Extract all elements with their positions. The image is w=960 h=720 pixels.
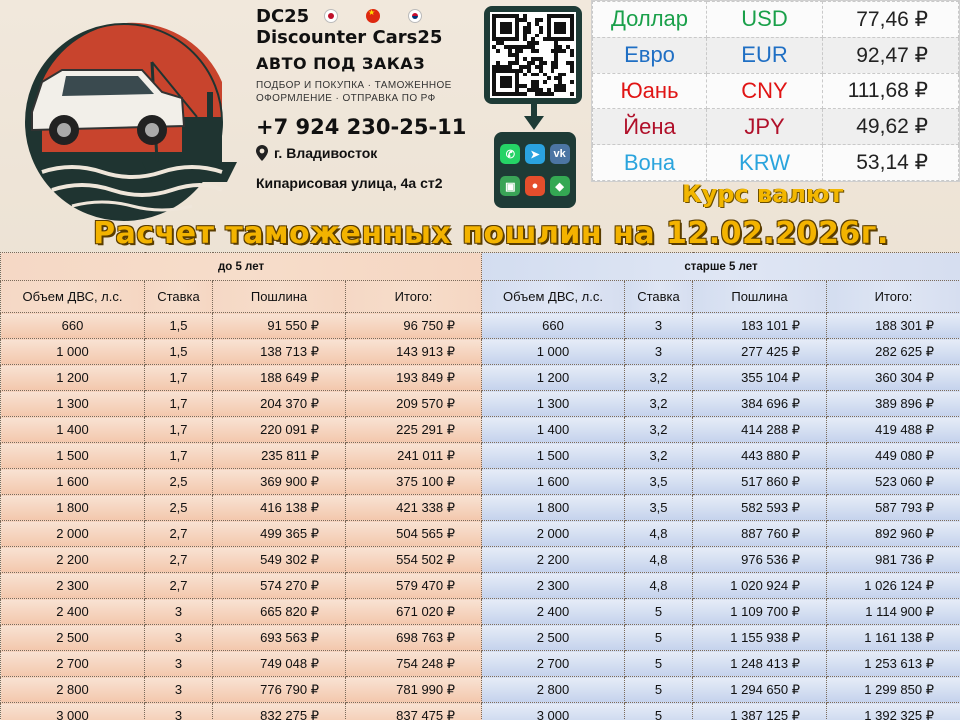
total-cell: 579 470 ₽	[346, 573, 482, 599]
total-cell: 587 793 ₽	[827, 495, 960, 521]
currency-value: 77,46 ₽	[823, 2, 959, 38]
table-row	[1, 365, 482, 391]
tagline: АВТО ПОД ЗАКАЗ	[256, 54, 426, 73]
telegram-icon[interactable]: ➤	[525, 144, 545, 164]
rate-cell: 5	[625, 651, 693, 677]
col-header-rate: Ставка	[625, 281, 693, 313]
engine-volume-cell: 1 200	[1, 365, 145, 391]
currency-value: 49,62 ₽	[823, 109, 959, 145]
currency-rates-title: Курс валют	[682, 180, 844, 208]
total-cell: 554 502 ₽	[346, 547, 482, 573]
total-cell: 892 960 ₽	[827, 521, 960, 547]
rate-cell: 3	[145, 651, 213, 677]
col-header-total: Итого:	[827, 281, 960, 313]
engine-volume-cell: 660	[1, 313, 145, 339]
duty-cell: 665 820 ₽	[213, 599, 346, 625]
rate-cell: 4,8	[625, 547, 693, 573]
duty-cell: 183 101 ₽	[693, 313, 827, 339]
currency-row	[593, 73, 959, 109]
table-row	[482, 703, 960, 720]
rate-cell: 5	[625, 599, 693, 625]
engine-volume-cell: 2 800	[1, 677, 145, 703]
total-cell: 419 488 ₽	[827, 417, 960, 443]
engine-volume-cell: 1 300	[1, 391, 145, 417]
arrow-down-icon	[524, 104, 544, 130]
rate-cell: 3,2	[625, 417, 693, 443]
car-ship-logo-icon	[22, 22, 254, 222]
table-row	[482, 469, 960, 495]
table-row	[482, 313, 960, 339]
total-cell: 375 100 ₽	[346, 469, 482, 495]
total-cell: 188 301 ₽	[827, 313, 960, 339]
rate-cell: 3,2	[625, 391, 693, 417]
duty-cell: 549 302 ₽	[213, 547, 346, 573]
engine-volume-cell: 2 700	[482, 651, 625, 677]
rate-cell: 2,7	[145, 573, 213, 599]
table-row	[482, 495, 960, 521]
engine-volume-cell: 1 000	[1, 339, 145, 365]
engine-volume-cell: 1 500	[482, 443, 625, 469]
duty-cell: 1 109 700 ₽	[693, 599, 827, 625]
currency-value: 92,47 ₽	[823, 37, 959, 73]
engine-volume-cell: 3 000	[1, 703, 145, 720]
brand-name: Discounter Cars25	[256, 27, 443, 48]
rate-cell: 3	[625, 313, 693, 339]
duty-cell: 1 020 924 ₽	[693, 573, 827, 599]
total-cell: 282 625 ₽	[827, 339, 960, 365]
address: Кипарисовая улица, 4а ст2	[256, 175, 443, 191]
qr-code-icon[interactable]	[490, 12, 576, 98]
currency-name: Юань	[593, 73, 707, 109]
table-row	[1, 703, 482, 720]
city-label: г. Владивосток	[274, 145, 378, 161]
duty-cell: 188 649 ₽	[213, 365, 346, 391]
engine-volume-cell: 2 500	[482, 625, 625, 651]
rate-cell: 5	[625, 703, 693, 720]
engine-volume-cell: 2 000	[482, 521, 625, 547]
currency-code: USD	[707, 2, 823, 38]
rate-cell: 3	[145, 599, 213, 625]
japan-flag-icon	[324, 9, 338, 23]
total-cell: 1 299 850 ₽	[827, 677, 960, 703]
duty-cell: 138 713 ₽	[213, 339, 346, 365]
whatsapp-icon[interactable]: ✆	[500, 144, 520, 164]
duty-cell: 369 900 ₽	[213, 469, 346, 495]
duty-cell: 976 536 ₽	[693, 547, 827, 573]
table-row	[482, 391, 960, 417]
total-cell: 209 570 ₽	[346, 391, 482, 417]
engine-volume-cell: 1 400	[482, 417, 625, 443]
rate-cell: 2,5	[145, 469, 213, 495]
table-row	[482, 573, 960, 599]
engine-volume-cell: 2 400	[482, 599, 625, 625]
total-cell: 1 161 138 ₽	[827, 625, 960, 651]
total-cell: 504 565 ₽	[346, 521, 482, 547]
header	[0, 0, 960, 250]
table-row	[482, 625, 960, 651]
table-row	[482, 521, 960, 547]
col-header-volume: Объем ДВС, л.с.	[482, 281, 625, 313]
currency-row	[593, 37, 959, 73]
rate-cell: 1,7	[145, 365, 213, 391]
total-cell: 389 896 ₽	[827, 391, 960, 417]
table-row	[1, 625, 482, 651]
engine-volume-cell: 2 700	[1, 651, 145, 677]
services-text	[256, 79, 486, 105]
table-row	[1, 651, 482, 677]
currency-name: Евро	[593, 37, 707, 73]
company-logo	[22, 22, 254, 222]
rate-cell: 5	[625, 677, 693, 703]
currency-code: EUR	[707, 37, 823, 73]
duty-cell: 235 811 ₽	[213, 443, 346, 469]
total-cell: 698 763 ₽	[346, 625, 482, 651]
city-row	[256, 145, 486, 161]
table-row	[1, 599, 482, 625]
total-cell: 981 736 ₽	[827, 547, 960, 573]
google-maps-icon[interactable]: ◆	[550, 176, 570, 196]
group-header-over-5: старше 5 лет	[482, 253, 960, 281]
total-cell: 225 291 ₽	[346, 417, 482, 443]
rate-cell: 3,2	[625, 443, 693, 469]
brand-block	[256, 6, 486, 191]
duty-cell: 749 048 ₽	[213, 651, 346, 677]
total-cell: 1 253 613 ₽	[827, 651, 960, 677]
currency-name: Вона	[593, 145, 707, 181]
engine-volume-cell: 2 300	[482, 573, 625, 599]
rate-cell: 2,7	[145, 547, 213, 573]
duty-cell: 1 387 125 ₽	[693, 703, 827, 720]
duty-cell: 204 370 ₽	[213, 391, 346, 417]
rate-cell: 1,7	[145, 391, 213, 417]
engine-volume-cell: 1 600	[1, 469, 145, 495]
total-cell: 754 248 ₽	[346, 651, 482, 677]
duty-cell: 277 425 ₽	[693, 339, 827, 365]
engine-volume-cell: 3 000	[482, 703, 625, 720]
currency-rates-table	[591, 0, 960, 182]
total-cell: 837 475 ₽	[346, 703, 482, 720]
total-cell: 1 392 325 ₽	[827, 703, 960, 720]
rate-cell: 1,5	[145, 313, 213, 339]
duty-cell: 1 294 650 ₽	[693, 677, 827, 703]
rate-cell: 5	[625, 625, 693, 651]
duty-cell: 220 091 ₽	[213, 417, 346, 443]
currency-row	[593, 109, 959, 145]
col-header-duty: Пошлина	[693, 281, 827, 313]
rate-cell: 1,7	[145, 417, 213, 443]
duty-cell: 414 288 ₽	[693, 417, 827, 443]
engine-volume-cell: 1 200	[482, 365, 625, 391]
table-row	[482, 547, 960, 573]
china-flag-icon	[366, 9, 380, 23]
col-header-duty: Пошлина	[213, 281, 346, 313]
table-row	[1, 339, 482, 365]
col-header-volume: Объем ДВС, л.с.	[1, 281, 145, 313]
services-line-2: ОФОРМЛЕНИЕ · ОТПРАВКА ПО РФ	[256, 93, 436, 104]
table-row	[482, 339, 960, 365]
table-row	[482, 651, 960, 677]
currency-code: CNY	[707, 73, 823, 109]
table-row	[1, 521, 482, 547]
table-row	[1, 495, 482, 521]
rate-cell: 3,5	[625, 469, 693, 495]
total-cell: 1 114 900 ₽	[827, 599, 960, 625]
duty-cell: 517 860 ₽	[693, 469, 827, 495]
currency-code: KRW	[707, 145, 823, 181]
pin-map-icon[interactable]: ●	[525, 176, 545, 196]
table-row	[1, 677, 482, 703]
rate-cell: 3	[145, 677, 213, 703]
currency-code: JPY	[707, 109, 823, 145]
table-row	[1, 313, 482, 339]
total-cell: 523 060 ₽	[827, 469, 960, 495]
engine-volume-cell: 2 200	[482, 547, 625, 573]
duty-cell: 574 270 ₽	[213, 573, 346, 599]
engine-volume-cell: 1 800	[482, 495, 625, 521]
rate-cell: 2,5	[145, 495, 213, 521]
engine-volume-cell: 1 400	[1, 417, 145, 443]
currency-value: 53,14 ₽	[823, 145, 959, 181]
group-header-under-5: до 5 лет	[1, 253, 482, 281]
engine-volume-cell: 660	[482, 313, 625, 339]
qr-code-panel[interactable]	[484, 6, 582, 104]
korea-flag-icon	[408, 9, 422, 23]
duty-cell: 443 880 ₽	[693, 443, 827, 469]
col-header-rate: Ставка	[145, 281, 213, 313]
rate-cell: 2,7	[145, 521, 213, 547]
engine-volume-cell: 1 800	[1, 495, 145, 521]
rate-cell: 1,5	[145, 339, 213, 365]
rate-cell: 3,2	[625, 365, 693, 391]
rate-cell: 3	[625, 339, 693, 365]
table-row	[482, 443, 960, 469]
vk-icon[interactable]: vk	[550, 144, 570, 164]
duty-cell: 582 593 ₽	[693, 495, 827, 521]
currency-row	[593, 145, 959, 181]
engine-volume-cell: 2 200	[1, 547, 145, 573]
duty-cell: 1 155 938 ₽	[693, 625, 827, 651]
duty-cell: 355 104 ₽	[693, 365, 827, 391]
duty-cell: 1 248 413 ₽	[693, 651, 827, 677]
country-flags	[324, 9, 422, 23]
duty-cell: 832 275 ₽	[213, 703, 346, 720]
duty-cell: 887 760 ₽	[693, 521, 827, 547]
brand-short: DC25	[256, 6, 310, 27]
yandex-maps-icon[interactable]: ▣	[500, 176, 520, 196]
duty-cell: 499 365 ₽	[213, 521, 346, 547]
total-cell: 360 304 ₽	[827, 365, 960, 391]
table-row	[1, 469, 482, 495]
rate-cell: 3	[145, 625, 213, 651]
total-cell: 449 080 ₽	[827, 443, 960, 469]
table-row	[482, 417, 960, 443]
duty-cell: 776 790 ₽	[213, 677, 346, 703]
rate-cell: 4,8	[625, 521, 693, 547]
currency-row	[593, 2, 959, 38]
rate-cell: 3	[145, 703, 213, 720]
rate-cell: 1,7	[145, 443, 213, 469]
engine-volume-cell: 2 000	[1, 521, 145, 547]
total-cell: 193 849 ₽	[346, 365, 482, 391]
currency-name: Доллар	[593, 2, 707, 38]
phone-number[interactable]: +7 924 230-25-11	[256, 115, 467, 139]
total-cell: 421 338 ₽	[346, 495, 482, 521]
engine-volume-cell: 1 600	[482, 469, 625, 495]
total-cell: 671 020 ₽	[346, 599, 482, 625]
duty-cell: 384 696 ₽	[693, 391, 827, 417]
engine-volume-cell: 1 000	[482, 339, 625, 365]
table-row	[482, 599, 960, 625]
duty-table-over-5-years	[481, 252, 960, 720]
currency-name: Йена	[593, 109, 707, 145]
table-row	[1, 573, 482, 599]
engine-volume-cell: 2 800	[482, 677, 625, 703]
total-cell: 781 990 ₽	[346, 677, 482, 703]
currency-value: 111,68 ₽	[823, 73, 959, 109]
engine-volume-cell: 2 400	[1, 599, 145, 625]
rate-cell: 4,8	[625, 573, 693, 599]
total-cell: 96 750 ₽	[346, 313, 482, 339]
table-row	[482, 677, 960, 703]
engine-volume-cell: 2 300	[1, 573, 145, 599]
table-row	[1, 443, 482, 469]
rate-cell: 3,5	[625, 495, 693, 521]
table-row	[1, 547, 482, 573]
col-header-total: Итого:	[346, 281, 482, 313]
total-cell: 1 026 124 ₽	[827, 573, 960, 599]
engine-volume-cell: 1 300	[482, 391, 625, 417]
duty-cell: 693 563 ₽	[213, 625, 346, 651]
table-row	[482, 365, 960, 391]
table-row	[1, 391, 482, 417]
messenger-apps-panel	[494, 132, 576, 208]
table-row	[1, 417, 482, 443]
engine-volume-cell: 1 500	[1, 443, 145, 469]
engine-volume-cell: 2 500	[1, 625, 145, 651]
total-cell: 143 913 ₽	[346, 339, 482, 365]
location-pin-icon	[256, 145, 268, 161]
services-line-1: ПОДБОР И ПОКУПКА · ТАМОЖЕННОЕ	[256, 80, 452, 91]
duty-cell: 91 550 ₽	[213, 313, 346, 339]
duty-cell: 416 138 ₽	[213, 495, 346, 521]
duty-table-under-5-years	[0, 252, 482, 720]
total-cell: 241 011 ₽	[346, 443, 482, 469]
page-title: Расчет таможенных пошлин на 12.02.2026г.	[93, 216, 889, 251]
